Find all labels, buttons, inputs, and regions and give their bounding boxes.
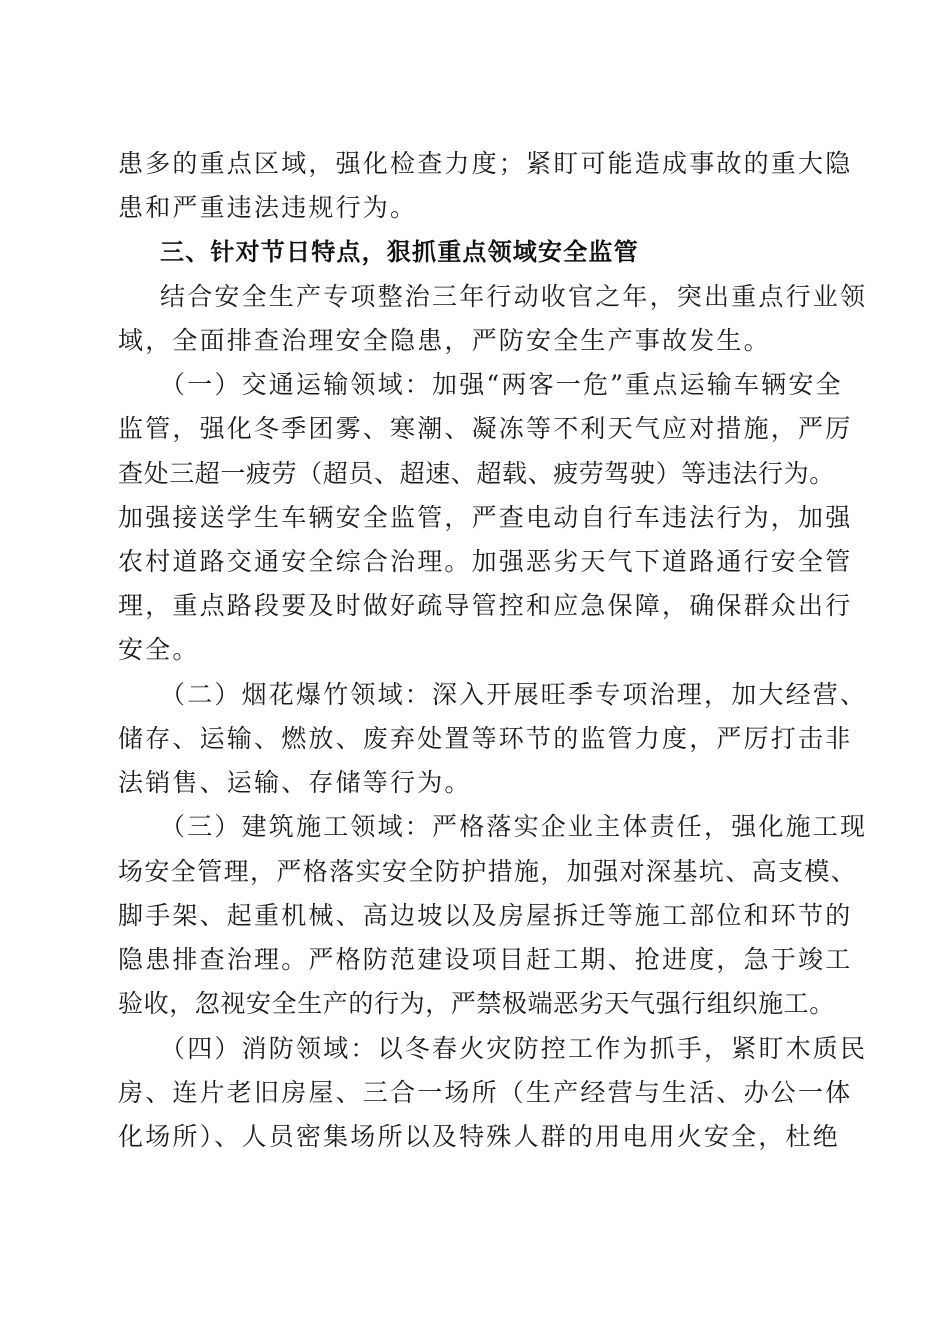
- paragraph-line: （二）烟花爆竹领域：深入开展旺季专项治理，加大经营、: [160, 680, 868, 709]
- section-heading: 三、针对节日特点，狠抓重点领域安全监管: [160, 238, 639, 266]
- paragraph-line: 场安全管理，严格落实安全防护措施，加强对深基坑、高支模、: [118, 857, 858, 886]
- paragraph-line: 脚手架、起重机械、高边坡以及房屋拆迁等施工部位和环节的: [118, 901, 853, 930]
- paragraph-line: 监管，强化冬季团雾、寒潮、凝冻等不利天气应对措施，严厉: [118, 414, 853, 443]
- paragraph-line: 患多的重点区域，强化检查力度；紧盯可能造成事故的重大隐: [118, 149, 853, 178]
- paragraph-line: 房、连片老旧房屋、三合一场所（生产经营与生活、办公一体: [118, 1078, 853, 1107]
- paragraph-line: 农村道路交通安全综合治理。加强恶劣天气下道路通行安全管: [118, 547, 853, 576]
- paragraph-line: 储存、运输、燃放、废弃处置等环节的监管力度，严厉打击非: [118, 724, 853, 753]
- paragraph-line: 验收，忽视安全生产的行为，严禁极端恶劣天气强行组织施工。: [118, 989, 835, 1018]
- paragraph-line: 法销售、运输、存储等行为。: [118, 768, 472, 797]
- paragraph-line: 域，全面排查治理安全隐患，严防安全生产事故发生。: [118, 326, 771, 355]
- paragraph-line: 结合安全生产专项整治三年行动收官之年，突出重点行业领: [160, 282, 868, 311]
- paragraph-line: （三）建筑施工领域：严格落实企业主体责任，强化施工现: [160, 812, 868, 841]
- paragraph-line: 安全。: [118, 635, 200, 664]
- paragraph-line: 理，重点路段要及时做好疏导管控和应急保障，确保群众出行: [118, 591, 853, 620]
- paragraph-line: 查处三超一疲劳（超员、超速、超载、疲劳驾驶）等违法行为。: [118, 459, 835, 488]
- paragraph-line: 加强接送学生车辆安全监管，严查电动自行车违法行为，加强: [118, 503, 853, 532]
- paragraph-line: 化场所）、人员密集场所以及特殊人群的用电用火安全，杜绝: [118, 1122, 840, 1151]
- paragraph-line: 隐患排查治理。严格防范建设项目赶工期、抢进度，急于竣工: [118, 945, 853, 974]
- paragraph-line: （一）交通运输领域：加强“两客一危”重点运输车辆安全: [160, 370, 843, 399]
- paragraph-line: （四）消防领域：以冬春火灾防控工作为抓手，紧盯木质民: [160, 1034, 868, 1063]
- paragraph-line: 患和严重违法违规行为。: [118, 193, 418, 222]
